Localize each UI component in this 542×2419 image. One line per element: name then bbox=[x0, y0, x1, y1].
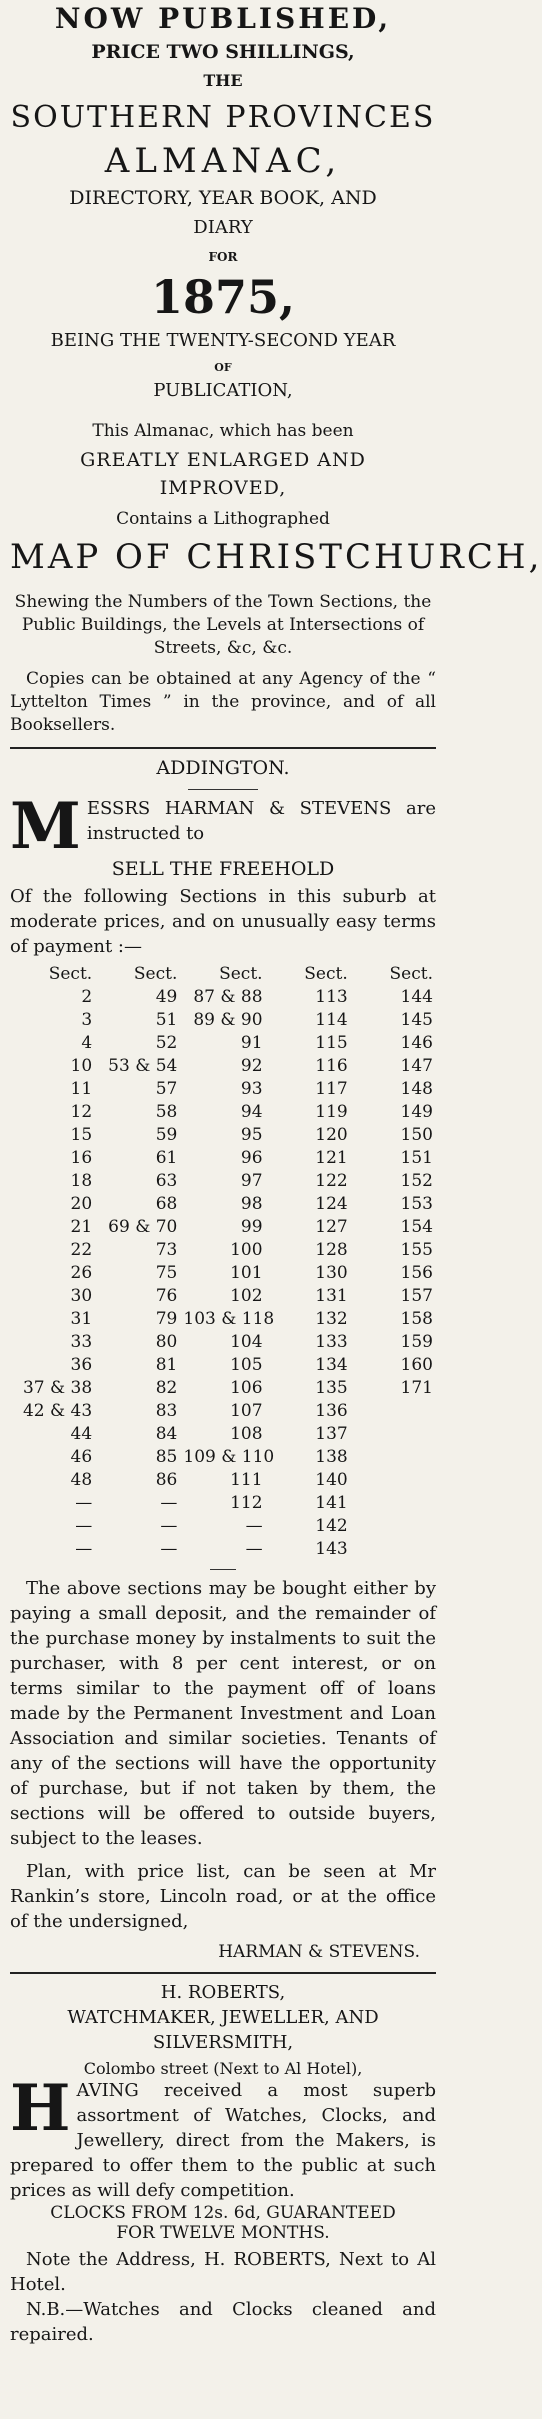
section-cell: 152 bbox=[400, 1171, 433, 1191]
divider bbox=[10, 1972, 436, 1974]
section-cell: 107 bbox=[230, 1401, 263, 1421]
section-cell: 69 & 70 bbox=[108, 1217, 178, 1237]
col-header: Sect. bbox=[389, 964, 433, 984]
section-cell: 114 bbox=[315, 1010, 348, 1030]
section-cell: 49 bbox=[155, 987, 178, 1007]
table-row bbox=[10, 1331, 436, 1354]
section-cell: 159 bbox=[400, 1332, 433, 1352]
section-cell: 21 bbox=[70, 1217, 93, 1237]
table-row bbox=[10, 1400, 436, 1423]
section-cell bbox=[351, 1469, 436, 1492]
section-cell bbox=[351, 1400, 436, 1423]
section-cell: 111 bbox=[230, 1470, 263, 1490]
signature-harman-stevens: HARMAN & STEVENS. bbox=[218, 1942, 420, 1962]
section-cell: 160 bbox=[400, 1355, 433, 1375]
nb-line: N.B.—Watches and Clocks cleaned and repaired. bbox=[10, 2299, 436, 2345]
section-cell: 109 & 110 bbox=[183, 1447, 275, 1467]
table-row bbox=[10, 1354, 436, 1377]
table-row bbox=[10, 1170, 436, 1193]
roberts-body bbox=[10, 2071, 436, 2203]
section-cell: 3 bbox=[81, 1010, 93, 1030]
section-cell: 95 bbox=[240, 1125, 263, 1145]
col-header: Sect. bbox=[48, 964, 93, 984]
section-cell: 52 bbox=[155, 1033, 178, 1053]
lithographed-line: Contains a Lithographed bbox=[116, 509, 330, 529]
section-cell: 84 bbox=[155, 1424, 178, 1444]
section-cell: 117 bbox=[315, 1079, 348, 1099]
section-cell: 101 bbox=[230, 1263, 263, 1283]
header-row bbox=[10, 963, 436, 986]
table-row bbox=[10, 1423, 436, 1446]
section-cell: 131 bbox=[315, 1286, 348, 1306]
section-cell: 121 bbox=[315, 1148, 348, 1168]
intro-text: ESSRS HARMAN & STEVENS are instructed to bbox=[86, 798, 436, 844]
section-cell: 119 bbox=[315, 1102, 348, 1122]
sections-intro: Of the following Sections in this suburb at moderate prices, and on unusually easy terms of payment :— bbox=[10, 886, 436, 957]
section-cell: 93 bbox=[240, 1079, 263, 1099]
address-line: Colombo street (Next to Al Hotel), bbox=[83, 2059, 363, 2078]
section-cell: 104 bbox=[230, 1332, 263, 1352]
col-header: Sect. bbox=[304, 964, 348, 984]
section-cell: — bbox=[75, 1539, 93, 1559]
section-cell: 122 bbox=[315, 1171, 348, 1191]
section-cell bbox=[351, 1423, 436, 1446]
table-row bbox=[10, 1377, 436, 1400]
section-cell: 10 bbox=[70, 1056, 93, 1076]
section-cell: — bbox=[160, 1493, 178, 1513]
table-row bbox=[10, 1446, 436, 1469]
section-cell: 151 bbox=[400, 1148, 433, 1168]
table-row bbox=[10, 1101, 436, 1124]
almanac-advertisement bbox=[10, 2, 542, 737]
roberts-advertisement bbox=[10, 1982, 436, 2347]
table-row bbox=[10, 1492, 436, 1515]
section-cell: 155 bbox=[400, 1240, 433, 1260]
twelve-months-line: FOR TWELVE MONTHS. bbox=[116, 2223, 330, 2243]
section-cell: 26 bbox=[70, 1263, 93, 1283]
section-cell: 142 bbox=[315, 1516, 348, 1536]
addington-intro bbox=[10, 789, 436, 864]
section-cell bbox=[351, 1492, 436, 1515]
section-cell: — bbox=[75, 1493, 93, 1513]
section-cell: 73 bbox=[155, 1240, 178, 1260]
section-cell: 83 bbox=[155, 1401, 178, 1421]
section-cell: 153 bbox=[400, 1194, 433, 1214]
section-cell: 157 bbox=[400, 1286, 433, 1306]
section-cell: 44 bbox=[70, 1424, 93, 1444]
terms-paragraph: The above sections may be bought either by paying a small deposit, and the remainder of the purchase money by instalments to suit the purchaser, with 8 per cent interest, or on terms similar to the payment off of loans made by the Permanent Investment and Loan Association and similar societies. Tenants of any of the sections will have the opportunity of purchase, but if not taken by them, the sections will be offered to outside buyers, subject to the leases. bbox=[10, 1578, 436, 1849]
section-cell: 4 bbox=[81, 1033, 93, 1053]
table-row bbox=[10, 986, 436, 1009]
section-cell: 106 bbox=[230, 1378, 263, 1398]
addington-heading: ADDINGTON. bbox=[156, 757, 290, 779]
section-cell: 115 bbox=[315, 1033, 348, 1053]
improved-line: IMPROVED, bbox=[159, 477, 287, 499]
section-cell: 59 bbox=[155, 1125, 178, 1145]
the-line: THE bbox=[203, 71, 243, 90]
section-cell: 22 bbox=[70, 1240, 93, 1260]
section-cell: 15 bbox=[70, 1125, 93, 1145]
section-cell: 112 bbox=[230, 1493, 263, 1513]
publication-line: PUBLICATION, bbox=[153, 380, 293, 401]
section-cell: 63 bbox=[155, 1171, 178, 1191]
section-cell: 128 bbox=[315, 1240, 348, 1260]
section-cell: 108 bbox=[230, 1424, 263, 1444]
now-published-heading: NOW PUBLISHED, bbox=[54, 2, 392, 35]
section-cell: 138 bbox=[315, 1447, 348, 1467]
section-cell: 48 bbox=[70, 1470, 93, 1490]
silversmith-line: SILVERSMITH, bbox=[152, 2032, 294, 2053]
map-of-christchurch-title: MAP OF CHRISTCHURCH, bbox=[10, 537, 542, 577]
heading-rule bbox=[188, 789, 258, 790]
divider bbox=[10, 747, 436, 749]
table-row bbox=[10, 1239, 436, 1262]
section-cell: 18 bbox=[70, 1171, 93, 1191]
section-cell: 140 bbox=[315, 1470, 348, 1490]
section-cell: 132 bbox=[315, 1309, 348, 1329]
diary-line: DIARY bbox=[193, 217, 253, 238]
section-cell: 91 bbox=[240, 1033, 263, 1053]
section-cell: 61 bbox=[155, 1148, 178, 1168]
table-row bbox=[10, 1193, 436, 1216]
directory-line: DIRECTORY, YEAR BOOK, AND bbox=[69, 187, 377, 209]
section-cell: — bbox=[160, 1539, 178, 1559]
section-cell: 58 bbox=[155, 1102, 178, 1122]
section-cell: 86 bbox=[155, 1470, 178, 1490]
clocks-line: CLOCKS FROM 12s. 6d, GUARANTEED bbox=[50, 2203, 396, 2223]
section-cell: 16 bbox=[70, 1148, 93, 1168]
sections-table bbox=[10, 963, 436, 1561]
section-cell: 149 bbox=[400, 1102, 433, 1122]
section-cell: 37 & 38 bbox=[22, 1378, 93, 1398]
table-row bbox=[10, 1469, 436, 1492]
section-cell: 146 bbox=[400, 1033, 433, 1053]
newspaper-column bbox=[0, 2, 542, 2419]
section-cell: 120 bbox=[315, 1125, 348, 1145]
section-cell: 97 bbox=[240, 1171, 263, 1191]
roberts-name: H. ROBERTS, bbox=[160, 1982, 286, 2003]
section-cell: 31 bbox=[70, 1309, 93, 1329]
section-cell: 11 bbox=[70, 1079, 93, 1099]
table-row bbox=[10, 1538, 436, 1561]
table-rule bbox=[210, 1569, 236, 1570]
table-row bbox=[10, 1216, 436, 1239]
of-line: OF bbox=[214, 361, 232, 374]
section-cell: 80 bbox=[155, 1332, 178, 1352]
section-cell bbox=[351, 1446, 436, 1469]
section-cell: 100 bbox=[230, 1240, 263, 1260]
section-cell bbox=[351, 1515, 436, 1538]
sell-freehold-line: SELL THE FREEHOLD bbox=[111, 858, 335, 880]
section-cell: 2 bbox=[81, 987, 93, 1007]
section-cell: 171 bbox=[400, 1378, 433, 1398]
section-cell: — bbox=[245, 1516, 263, 1536]
section-cell: 116 bbox=[315, 1056, 348, 1076]
table-row bbox=[10, 1032, 436, 1055]
for-line: FOR bbox=[208, 250, 238, 264]
section-cell: 105 bbox=[230, 1355, 263, 1375]
section-cell: 102 bbox=[230, 1286, 263, 1306]
section-cell: 82 bbox=[155, 1378, 178, 1398]
section-cell: 92 bbox=[240, 1056, 263, 1076]
drop-cap-m: M bbox=[10, 789, 81, 864]
section-cell: 42 & 43 bbox=[22, 1401, 93, 1421]
table-row bbox=[10, 1009, 436, 1032]
section-cell: 94 bbox=[240, 1102, 263, 1122]
shewing-paragraph: Shewing the Numbers of the Town Sections, the Public Buildings, the Levels at Intersections of Streets, &c, &c. bbox=[14, 592, 432, 658]
section-cell: 145 bbox=[400, 1010, 433, 1030]
section-cell: 81 bbox=[155, 1355, 178, 1375]
section-cell: 124 bbox=[315, 1194, 348, 1214]
section-cell: 51 bbox=[155, 1010, 178, 1030]
price-line: PRICE TWO SHILLINGS, bbox=[91, 41, 355, 63]
section-cell: 36 bbox=[70, 1355, 93, 1375]
table-row bbox=[10, 1147, 436, 1170]
year-1875: 1875, bbox=[150, 270, 296, 324]
section-cell: 154 bbox=[400, 1217, 433, 1237]
section-cell: 127 bbox=[315, 1217, 348, 1237]
section-cell: 96 bbox=[240, 1148, 263, 1168]
section-cell: 85 bbox=[155, 1447, 178, 1467]
section-cell: 79 bbox=[155, 1309, 178, 1329]
section-cell: 33 bbox=[70, 1332, 93, 1352]
section-cell: 147 bbox=[400, 1056, 433, 1076]
section-cell: — bbox=[160, 1516, 178, 1536]
section-cell: 99 bbox=[240, 1217, 263, 1237]
table-row bbox=[10, 1055, 436, 1078]
section-cell: 98 bbox=[240, 1194, 263, 1214]
section-cell: 75 bbox=[155, 1263, 178, 1283]
copies-paragraph: Copies can be obtained at any Agency of the “ Lyttelton Times ” in the province, and of all Booksellers. bbox=[10, 669, 436, 735]
section-cell: 113 bbox=[315, 987, 348, 1007]
trade-line: WATCHMAKER, JEWELLER, AND bbox=[67, 2007, 379, 2028]
table-row bbox=[10, 1308, 436, 1331]
section-cell: 30 bbox=[70, 1286, 93, 1306]
section-cell: 136 bbox=[315, 1401, 348, 1421]
col-header: Sect. bbox=[219, 964, 263, 984]
section-cell: 158 bbox=[400, 1309, 433, 1329]
section-cell: 20 bbox=[70, 1194, 93, 1214]
section-cell bbox=[351, 1538, 436, 1561]
section-cell: 130 bbox=[315, 1263, 348, 1283]
section-cell: 57 bbox=[155, 1079, 178, 1099]
table-row bbox=[10, 1124, 436, 1147]
twenty-second-year-line: BEING THE TWENTY-SECOND YEAR bbox=[50, 330, 396, 351]
drop-cap-h: H bbox=[10, 2071, 71, 2146]
sections-table-body bbox=[10, 986, 436, 1561]
section-cell: 46 bbox=[70, 1447, 93, 1467]
addington-advertisement bbox=[10, 757, 436, 1962]
section-cell: 89 & 90 bbox=[193, 1010, 263, 1030]
section-cell: — bbox=[75, 1516, 93, 1536]
section-cell: 87 & 88 bbox=[193, 987, 263, 1007]
sections-table-head bbox=[10, 963, 436, 986]
section-cell: 135 bbox=[315, 1378, 348, 1398]
section-cell: 134 bbox=[315, 1355, 348, 1375]
southern-provinces-title: SOUTHERN PROVINCES bbox=[10, 100, 436, 135]
section-cell: 68 bbox=[155, 1194, 178, 1214]
section-cell: 156 bbox=[400, 1263, 433, 1283]
section-cell: 148 bbox=[400, 1079, 433, 1099]
section-cell: 143 bbox=[315, 1539, 348, 1559]
note-address: Note the Address, H. ROBERTS, Next to Al Hotel. bbox=[10, 2249, 436, 2295]
section-cell: 141 bbox=[315, 1493, 348, 1513]
section-cell: 150 bbox=[400, 1125, 433, 1145]
section-cell: 12 bbox=[70, 1102, 93, 1122]
section-cell: 144 bbox=[400, 987, 433, 1007]
table-row bbox=[10, 1078, 436, 1101]
body-text: AVING received a most superb assortment of Watches, Clocks, and Jewellery, direct from the Makers, is prepared to offer them to the public at such prices as will defy competition. bbox=[10, 2080, 436, 2201]
col-header: Sect. bbox=[133, 964, 178, 984]
table-row bbox=[10, 1515, 436, 1538]
greatly-enlarged-line: GREATLY ENLARGED AND bbox=[80, 449, 366, 471]
section-cell: 137 bbox=[315, 1424, 348, 1444]
this-almanac-line: This Almanac, which has been bbox=[92, 421, 354, 441]
section-cell: 53 & 54 bbox=[108, 1056, 178, 1076]
section-cell: 133 bbox=[315, 1332, 348, 1352]
plan-paragraph: Plan, with price list, can be seen at Mr Rankin’s store, Lincoln road, or at the office of the undersigned, bbox=[10, 1861, 436, 1932]
section-cell: 76 bbox=[155, 1286, 178, 1306]
almanac-title: ALMANAC, bbox=[104, 141, 342, 181]
table-row bbox=[10, 1262, 436, 1285]
section-cell: — bbox=[245, 1539, 263, 1559]
table-row bbox=[10, 1285, 436, 1308]
section-cell: 103 & 118 bbox=[183, 1309, 275, 1329]
